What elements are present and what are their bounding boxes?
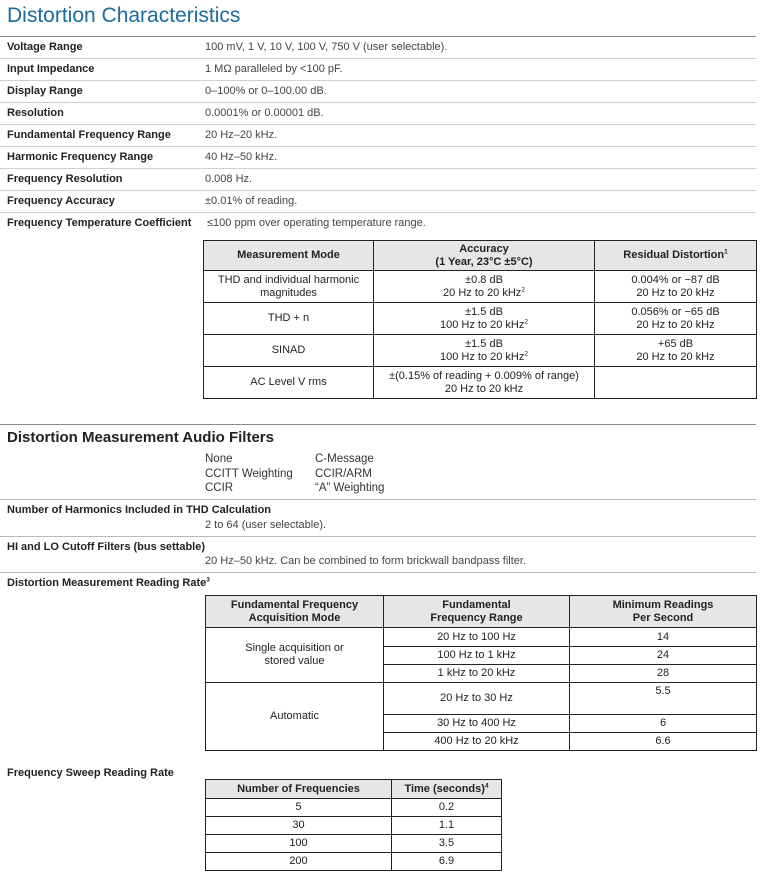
cutoff-filters-label: HI and LO Cutoff Filters (bus settable) (7, 541, 206, 553)
spec-label: Frequency Accuracy (7, 195, 115, 207)
cell-line: ±(0.15% of reading + 0.009% of range) (389, 369, 579, 382)
spec-row-frequency-accuracy (0, 191, 756, 213)
cell-frequency-range: 100 Hz to 1 kHz (384, 647, 570, 665)
table-header-row (206, 596, 757, 628)
spec-value: 0–100% or 0–100.00 dB. (205, 85, 327, 97)
cell-frequency-range: 20 Hz to 100 Hz (384, 628, 570, 647)
header-line: Residual Distortion (623, 249, 725, 261)
filter-list-column-1 (205, 452, 293, 496)
table-row (206, 853, 502, 871)
spec-row-resolution (0, 103, 756, 125)
cell-frequency-count: 5 (206, 799, 392, 817)
filter-item: CCITT Weighting (205, 467, 293, 480)
cell-frequency-range: 20 Hz to 30 Hz (384, 683, 570, 715)
reading-rate-label-text: Distortion Measurement Reading Rate (7, 577, 207, 589)
filter-item: “A” Weighting (315, 482, 385, 494)
spec-label: Resolution (7, 107, 64, 119)
cell-readings-per-second: 6 (570, 715, 757, 733)
cell-line: 20 Hz to 20 kHz (636, 350, 715, 363)
cell-line: ±0.8 dB (465, 273, 503, 286)
header-line: Frequency Range (430, 611, 523, 624)
section-divider (0, 424, 756, 425)
header-line: Fundamental Frequency (230, 598, 359, 611)
reading-rate-label (7, 577, 210, 589)
spec-value: 0.008 Hz. (205, 173, 253, 185)
accuracy-table (203, 240, 757, 399)
table-row (206, 628, 757, 647)
header-line: Time (seconds) (404, 782, 485, 795)
filter-list-column-2 (315, 452, 384, 496)
header-line: Acquisition Mode (248, 611, 341, 624)
filter-item: CCIR (205, 482, 234, 494)
cell-line: 20 Hz to 20 kHz (443, 286, 522, 299)
spec-label: Voltage Range (7, 41, 83, 53)
spec-row-display-range (0, 81, 756, 103)
filter-item: None (205, 453, 233, 465)
cell-line: +65 dB (657, 337, 694, 350)
spec-value: ≤100 ppm over operating temperature range. (207, 217, 426, 229)
cell-line: 0.004% or −87 dB (631, 273, 720, 286)
reading-rate-table (205, 595, 757, 751)
section-title-audio-filters: Distortion Measurement Audio Filters (7, 429, 274, 446)
cell-readings-per-second: 28 (570, 665, 757, 683)
cell-acquisition-mode (206, 628, 384, 683)
spec-label: Frequency Temperature Coefficient (7, 217, 192, 229)
table-row (204, 303, 757, 335)
table-row (204, 367, 757, 399)
header-line: Per Second (632, 611, 694, 624)
cell-accuracy (374, 271, 595, 303)
header-line: Accuracy (459, 242, 509, 255)
cell-frequency-range: 400 Hz to 20 kHz (384, 733, 570, 751)
cell-mode: AC Level V rms (204, 367, 374, 399)
cell-mode: SINAD (204, 335, 374, 367)
cutoff-filters-value: 20 Hz–50 kHz. Can be combined to form brickwall bandpass filter. (205, 555, 526, 567)
cell-line: 100 Hz to 20 kHz (440, 318, 525, 331)
filter-item: C-Message (315, 453, 374, 465)
table-header-row (206, 780, 502, 799)
cell-readings-per-second: 24 (570, 647, 757, 665)
header-line: Fundamental (442, 598, 511, 611)
spec-value: 1 MΩ paralleled by <100 pF. (205, 63, 343, 75)
cell-time: 0.2 (392, 799, 502, 817)
spec-row-input-impedance (0, 59, 756, 81)
cell-accuracy (374, 367, 595, 399)
cell-acquisition-mode (206, 683, 384, 751)
cell-line: ±1.5 dB (465, 337, 503, 350)
column-header-accuracy (374, 241, 595, 271)
cell-frequency-range: 30 Hz to 400 Hz (384, 715, 570, 733)
footnote-mark: 3 (206, 576, 210, 584)
cell-mode: THD and individual harmonic magnitudes (204, 271, 374, 303)
cell-line: 20 Hz to 20 kHz (636, 286, 715, 299)
spec-label: Display Range (7, 85, 83, 97)
table-row (206, 683, 757, 715)
cell-residual (595, 303, 757, 335)
column-header-acquisition-mode (206, 596, 384, 628)
column-header-time-seconds (392, 780, 502, 799)
sweep-rate-table (205, 779, 502, 871)
column-header-frequency-range (384, 596, 570, 628)
cell-readings-per-second: 6.6 (570, 733, 757, 751)
row-divider (0, 572, 756, 573)
footnote-mark: 2 (524, 317, 528, 325)
cell-line: stored value (264, 655, 325, 667)
cell-time: 3.5 (392, 835, 502, 853)
cell-frequency-count: 100 (206, 835, 392, 853)
footnote-mark: 2 (524, 349, 528, 357)
cell-residual (595, 271, 757, 303)
cell-frequency-count: 30 (206, 817, 392, 835)
spec-row-harmonic-frequency-range (0, 147, 756, 169)
table-row (206, 835, 502, 853)
footnote-mark: 1 (724, 248, 728, 256)
cell-mode: THD + n (204, 303, 374, 335)
table-row (204, 335, 757, 367)
row-divider (0, 536, 756, 537)
spec-row-fundamental-frequency-range (0, 125, 756, 147)
spec-value: 40 Hz–50 kHz. (205, 151, 278, 163)
cell-accuracy (374, 335, 595, 367)
cell-frequency-count: 200 (206, 853, 392, 871)
header-line: Minimum Readings (612, 598, 714, 611)
column-header-measurement-mode: Measurement Mode (204, 241, 374, 271)
cell-line: Single acquisition or (245, 642, 344, 654)
table-row (206, 817, 502, 835)
cell-line: ±1.5 dB (465, 305, 503, 318)
cell-line: Automatic (270, 710, 319, 722)
row-divider (0, 499, 756, 500)
header-line: (1 Year, 23°C ±5°C) (435, 255, 533, 268)
cell-line: 0.056% or −65 dB (631, 305, 720, 318)
harmonics-value: 2 to 64 (user selectable). (205, 519, 327, 531)
spec-row-voltage-range (0, 37, 756, 59)
cell-readings-per-second: 14 (570, 628, 757, 647)
filter-item: CCIR/ARM (315, 467, 372, 480)
cell-time: 6.9 (392, 853, 502, 871)
spec-label: Harmonic Frequency Range (7, 151, 154, 163)
footnote-mark: 4 (484, 781, 489, 789)
cell-residual (595, 367, 757, 399)
cell-line: 20 Hz to 20 kHz (636, 318, 715, 331)
cell-line: 100 Hz to 20 kHz (440, 350, 525, 363)
cell-time: 1.1 (392, 817, 502, 835)
footnote-mark: 2 (521, 285, 525, 293)
column-header-readings-per-second (570, 596, 757, 628)
spec-value: 0.0001% or 0.00001 dB. (205, 107, 324, 119)
table-row (204, 271, 757, 303)
spec-label: Fundamental Frequency Range (7, 129, 171, 141)
cell-residual (595, 335, 757, 367)
table-header-row (204, 241, 757, 271)
spec-value: 100 mV, 1 V, 10 V, 100 V, 750 V (user selectable). (205, 41, 448, 53)
spec-row-frequency-temperature-coefficient (0, 213, 756, 235)
spec-label: Frequency Resolution (7, 173, 123, 185)
table-row (206, 799, 502, 817)
cell-readings-per-second: 5.5 (570, 683, 757, 715)
spec-row-frequency-resolution (0, 169, 756, 191)
cell-accuracy (374, 303, 595, 335)
harmonics-label: Number of Harmonics Included in THD Calculation (7, 504, 272, 516)
spec-value: 20 Hz–20 kHz. (205, 129, 278, 141)
column-header-residual-distortion (595, 241, 757, 271)
column-header-number-of-frequencies: Number of Frequencies (206, 780, 392, 799)
cell-line: 20 Hz to 20 kHz (444, 382, 524, 395)
cell-frequency-range: 1 kHz to 20 kHz (384, 665, 570, 683)
sweep-rate-label: Frequency Sweep Reading Rate (7, 767, 174, 779)
page-title: Distortion Characteristics (7, 4, 241, 27)
spec-value: ±0.01% of reading. (205, 195, 298, 207)
spec-label: Input Impedance (7, 63, 95, 75)
